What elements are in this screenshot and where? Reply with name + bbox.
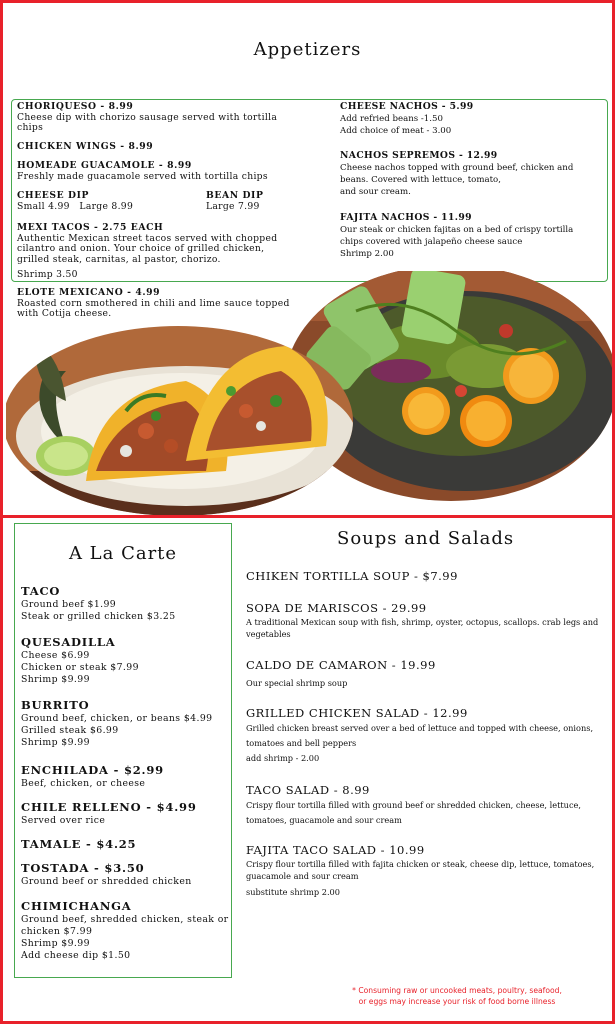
item-desc: Add choice of meat - 3.00 (340, 125, 452, 136)
item-desc: Grilled chicken breast served over a bed of lettuce and topped with cheese, onions, (246, 723, 594, 733)
a-la-carte-item (21, 861, 231, 888)
appetizer-item (17, 102, 317, 134)
item-desc: grilled steak, carnitas, al pastor, chorizo. (17, 253, 221, 265)
a-la-carte-item (21, 899, 231, 962)
item-name: CHEESE NACHOS - 5.99 (340, 101, 474, 112)
cheese-dip-large: Large 8.99 (79, 200, 134, 212)
a-la-carte-title: A La Carte (68, 543, 178, 564)
item-name: FAJITA TACO SALAD - 10.99 (246, 843, 425, 857)
item-desc: Crispy flour tortilla filled with fajita chicken or steak, cheese dip, lettuce, tomatoes, (246, 859, 595, 869)
item-name: TAMALE - $4.25 (21, 837, 137, 851)
item-name: FAJITA NACHOS - 11.99 (340, 212, 472, 223)
item-name: TACO (21, 584, 61, 598)
item-desc: Authentic Mexican street tacos served with chopped (17, 232, 278, 244)
item-desc: Shrimp $9.99 (21, 737, 90, 748)
soup-salad-item (246, 706, 606, 766)
item-desc: Cheese nachos topped with ground beef, chicken and (340, 162, 574, 173)
item-desc: chicken $7.99 (21, 926, 93, 937)
section-divider (3, 515, 612, 518)
item-name: CHIMICHANGA (21, 899, 132, 913)
item-desc: Add refried beans -1.50 (340, 113, 443, 124)
item-desc: Add cheese dip $1.50 (21, 950, 131, 961)
a-la-carte-item (21, 837, 231, 852)
item-desc: with Cotija cheese. (17, 308, 112, 320)
appetizer-item (17, 161, 317, 182)
item-desc: Beef, chicken, or cheese (21, 778, 146, 789)
item-name: ENCHILADA - $2.99 (21, 763, 164, 777)
a-la-carte-item (21, 584, 231, 623)
soup-salad-item (246, 601, 606, 640)
item-desc: Served over rice (21, 815, 106, 826)
item-name: TOSTADA - $3.50 (21, 861, 145, 875)
item-name: NACHOS SEPREMOS - 12.99 (340, 150, 498, 161)
soups-salads-title: Soups and Salads (337, 528, 515, 549)
appetizer-item (340, 102, 608, 137)
soup-salad-item (246, 843, 606, 898)
item-desc: Ground beef, shredded chicken, steak or (21, 914, 229, 925)
item-name: CHEESE DIP (17, 190, 90, 201)
food-safety-disclaimer (337, 985, 577, 1007)
item-desc: Grilled steak $6.99 (21, 725, 119, 736)
item-desc: cilantro and onion. Your choice of grilled chicken, (17, 243, 265, 255)
item-desc: Ground beef, chicken, or beans $4.99 (21, 713, 213, 724)
item-desc: Freshly made guacamole served with tortilla chips (17, 170, 268, 182)
shrimp-price: Shrimp 3.50 (17, 269, 78, 280)
cheese-dip-small: Small 4.99 (17, 200, 70, 212)
item-desc: tomatoes, guacamole and sour cream (246, 815, 402, 825)
item-name: GRILLED CHICKEN SALAD - 12.99 (246, 706, 468, 720)
appetizer-item (17, 223, 317, 265)
soup-salad-item (246, 569, 606, 584)
item-desc: substitute shrimp 2.00 (246, 887, 340, 897)
appetizer-item (340, 151, 608, 198)
item-desc: Chicken or steak $7.99 (21, 662, 139, 673)
item-desc: and sour cream. (340, 186, 411, 197)
item-name: CHICKEN WINGS - 8.99 (17, 141, 154, 152)
food-photos (6, 271, 612, 516)
item-name: ELOTE MEXICANO - 4.99 (17, 287, 161, 298)
item-desc: chips (17, 122, 44, 134)
cheese-dip-sizes (17, 202, 177, 213)
item-name: BEAN DIP (206, 190, 264, 201)
appetizer-item (340, 213, 608, 260)
item-desc: beans. Covered with lettuce, tomato, (340, 174, 501, 185)
soup-salad-item (246, 783, 606, 828)
a-la-carte-item (21, 800, 231, 827)
item-name: TACO SALAD - 8.99 (246, 783, 370, 797)
item-desc: Our special shrimp soup (246, 678, 348, 688)
item-name: CHORIQUESO - 8.99 (17, 101, 134, 112)
item-desc: Ground beef or shredded chicken (21, 876, 192, 887)
item-name: CHILE RELLENO - $4.99 (21, 800, 197, 814)
item-desc: Cheese $6.99 (21, 650, 90, 661)
item-desc: A traditional Mexican soup with fish, shrimp, oyster, octopus, scallops. crab legs and (246, 617, 599, 627)
item-desc: Crispy flour tortilla filled with ground beef or shredded chicken, cheese, lettuce, (246, 800, 581, 810)
a-la-carte-item (21, 763, 231, 790)
item-desc: Shrimp 2.00 (340, 248, 394, 259)
a-la-carte-item (21, 635, 231, 686)
item-desc: Our steak or chicken fajitas on a bed of crispy tortilla (340, 224, 574, 235)
item-desc: guacamole and sour cream (246, 871, 359, 881)
bean-dip-item (206, 191, 306, 212)
item-desc: Ground beef $1.99 (21, 599, 117, 610)
appetizer-item (17, 142, 317, 153)
item-desc: add shrimp - 2.00 (246, 753, 320, 763)
item-desc: Cheese dip with chorizo sausage served with tortilla (17, 111, 278, 123)
bean-dip-large: Large 7.99 (206, 200, 260, 212)
item-name: CHIKEN TORTILLA SOUP - $7.99 (246, 569, 458, 583)
item-desc: Shrimp $9.99 (21, 938, 90, 949)
a-la-carte-item (21, 698, 231, 749)
item-desc: tomatoes and bell peppers (246, 738, 357, 748)
disclaimer-line: or eggs may increase your risk of food borne illness (358, 997, 556, 1006)
item-desc: Steak or grilled chicken $3.25 (21, 611, 176, 622)
appetizers-title: Appetizers (253, 39, 362, 60)
item-desc: Shrimp $9.99 (21, 674, 90, 685)
item-name: BURRITO (21, 698, 90, 712)
item-desc: chips covered with jalapeño cheese sauce (340, 236, 523, 247)
disclaimer-line: * Consuming raw or uncooked meats, poultry, seafood, (352, 986, 562, 995)
item-desc: vegetables (246, 629, 291, 639)
item-name: HOMEADE GUACAMOLE - 8.99 (17, 160, 192, 171)
item-name: QUESADILLA (21, 635, 116, 649)
item-name: CALDO DE CAMARON - 19.99 (246, 658, 436, 672)
cheese-dip-item (17, 191, 177, 212)
item-desc: Roasted corn smothered in chili and lime sauce topped (17, 297, 290, 309)
item-name: SOPA DE MARISCOS - 29.99 (246, 601, 427, 615)
soup-salad-item (246, 658, 606, 689)
item-name: MEXI TACOS - 2.75 EACH (17, 222, 164, 233)
